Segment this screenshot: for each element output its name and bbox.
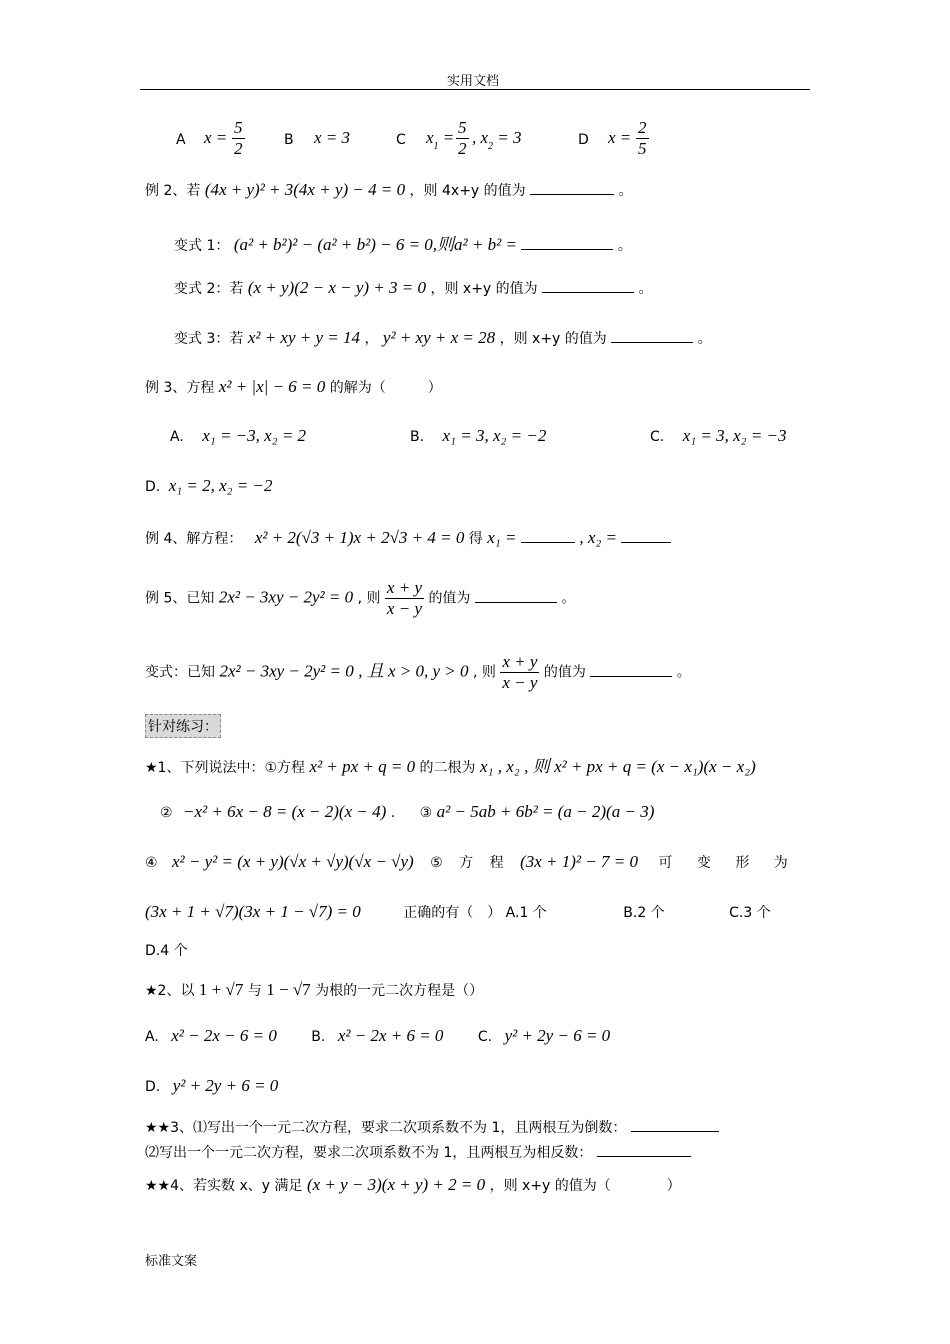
var1-expression: (a² + b²)² − (a² + b²) − 6 = 0,则a² + b² =	[233, 235, 517, 254]
ex3-option-b-expression: x₁ = 3, x₂ = −2	[442, 426, 547, 445]
ex5-prefix: 例 5、已知	[145, 590, 215, 607]
q2-line	[145, 980, 483, 1000]
q2-and: 与	[247, 983, 262, 999]
practice-section-title	[145, 714, 221, 738]
ex3-option-c	[650, 426, 787, 446]
q4-prefix: ★★4、若实数 x、y 满足	[145, 1178, 303, 1194]
var3-expression-2: y² + xy + x = 28	[382, 328, 496, 347]
ex4-x2-label: , x₂ =	[579, 528, 618, 547]
var3-separator: ，	[364, 331, 379, 347]
q2-root-1: 1 + √7	[198, 980, 244, 999]
q1-line-2	[160, 802, 654, 822]
var5-then: , 则	[472, 664, 496, 681]
q3-part-1-blank[interactable]	[631, 1131, 719, 1132]
ex3-option-d-label: D.	[145, 479, 161, 495]
ex3-prefix: 例 3、方程	[145, 380, 215, 396]
var2-suffix: ，则 x+y 的值为	[430, 281, 538, 297]
q3-line-2	[145, 1142, 691, 1162]
q1-statement-3-expression: a² − 5ab + 6b² = (a − 2)(a − 3)	[436, 802, 655, 821]
var5-suffix: 的值为	[543, 664, 586, 681]
var2-answer-blank[interactable]	[542, 292, 634, 293]
q1-roots: x₁ , x₂	[479, 757, 520, 776]
ex4-x2-blank[interactable]	[621, 542, 671, 543]
q1-statement-2-expression: −x² + 6x − 8 = (x − 2)(x − 4)	[183, 802, 387, 821]
ex4-x1-blank[interactable]	[521, 542, 575, 543]
q4-line	[145, 1175, 681, 1195]
ex1-option-b-label: B	[284, 132, 294, 148]
q3-part-2: ⑵写出一个一元二次方程，要求二次项系数不为 1，且两根互为相反数：	[145, 1145, 593, 1161]
q2-option-d	[145, 1076, 278, 1096]
q2-suffix: 为根的一元二次方程是（）	[315, 983, 484, 999]
q2-option-c-label: C.	[477, 1029, 493, 1045]
q2-option-a-label: A.	[145, 1029, 159, 1045]
ex3-option-b	[410, 426, 546, 446]
ex3-option-a	[170, 426, 306, 446]
ex5-suffix: 的值为	[428, 590, 471, 607]
q1-option-b: B.2 个	[623, 905, 665, 921]
q3-part-1: ★★3、⑴写出一个一元二次方程，要求二次项系数不为 1，且两根互为倒数：	[145, 1120, 627, 1136]
ex1-option-c-fraction: $\frac{5}{2}$	[458, 118, 467, 158]
q1-expression-2: x² + px + q = (x − x₁)(x − x₂)	[554, 757, 756, 776]
var5-fraction: $\frac{x + y}{x - y}$	[502, 652, 538, 692]
q2-prefix: ★2、以	[145, 983, 195, 999]
ex5-then: , 则	[357, 590, 381, 607]
ex2-expression: (4x + y)² + 3(4x + y) − 4 = 0	[204, 180, 406, 199]
var5-prefix: 变式：已知	[145, 664, 215, 681]
q1-statement-5-tail: 可 变 形 为	[658, 855, 798, 871]
q1-statement-4-expression: x² − y² = (x + y)(√x + √y)(√x − √y)	[172, 852, 414, 871]
ex5-end: 。	[561, 590, 576, 607]
q1-option-a: A.1 个	[505, 905, 547, 921]
example-4	[145, 528, 671, 548]
variant-1	[174, 230, 632, 255]
var5-expression: 2x² − 3xy − 2y² = 0	[219, 661, 354, 681]
ex5-expression: 2x² − 3xy − 2y² = 0	[218, 587, 354, 607]
header-rule	[140, 89, 810, 90]
ex1-option-c-label: C	[396, 132, 406, 148]
var5-answer-blank[interactable]	[590, 676, 672, 677]
q3-line-1	[145, 1117, 719, 1137]
page-header: 实用文档	[447, 74, 500, 89]
var2-end: 。	[638, 281, 653, 297]
ex1-option-a-fraction: $\frac{5}{2}$	[234, 118, 243, 158]
ex1-option-d-label: D	[578, 132, 589, 148]
q3-part-2-blank[interactable]	[597, 1156, 691, 1157]
q1-line-4	[145, 902, 771, 922]
q1-statement-5-marker: ⑤ 方 程	[430, 855, 510, 871]
q2-option-b-expression: x² − 2x + 6 = 0	[337, 1026, 444, 1045]
var5-end: 。	[676, 664, 691, 681]
ex5-answer-blank[interactable]	[475, 602, 557, 603]
ex3-suffix: 的解为（ ）	[329, 380, 442, 396]
variant-5	[145, 652, 691, 693]
q1-statement-2-marker: ②	[160, 805, 173, 821]
ex2-suffix: ，则 4x+y 的值为	[409, 183, 526, 199]
q1-expression-1: x² + px + q = 0	[309, 757, 416, 776]
q2-option-a-expression: x² − 2x − 6 = 0	[171, 1026, 277, 1045]
var1-answer-blank[interactable]	[521, 249, 613, 250]
ex3-option-c-label: C.	[650, 429, 665, 445]
ex1-option-d-eq: x =	[608, 128, 632, 147]
q1-statement-5-expression: (3x + 1)² − 7 = 0	[520, 852, 638, 871]
var5-condition: , 且 x > 0, y > 0	[358, 661, 469, 681]
q1-question: 正确的有（ ）	[403, 905, 502, 921]
q2-options-row	[145, 1026, 610, 1046]
ex3-option-b-label: B.	[410, 429, 425, 445]
ex4-prefix: 例 4、解方程：	[145, 531, 243, 547]
practice-title-text: 针对练习：	[145, 714, 221, 738]
ex1-option-b-eq: x = 3	[314, 128, 351, 147]
var2-expression: (x + y)(2 − x − y) + 3 = 0	[247, 278, 426, 297]
q2-option-b-label: B.	[311, 1029, 326, 1045]
q2-option-c-expression: y² + 2y − 6 = 0	[504, 1026, 611, 1045]
q1-statement-5-result: (3x + 1 + √7)(3x + 1 − √7) = 0	[145, 902, 361, 921]
q2-root-2: 1 − √7	[266, 980, 311, 999]
var1-prefix: 变式 1：	[174, 238, 230, 254]
example-3	[145, 377, 442, 397]
q1-then: , 则	[524, 757, 550, 776]
example-5	[145, 578, 575, 619]
q1-option-d: D.4 个	[145, 943, 188, 959]
ex3-option-a-label: A.	[170, 429, 184, 445]
ex4-mid: 得	[468, 531, 483, 547]
var2-prefix: 变式 2：若	[174, 281, 244, 297]
ex1-option-d-fraction: $\frac{2}{5}$	[638, 118, 647, 158]
q1-line-3	[145, 852, 810, 872]
var3-answer-blank[interactable]	[611, 342, 693, 343]
ex5-fraction: $\frac{x + y}{x - y}$	[386, 578, 422, 618]
ex3-option-a-expression: x₁ = −3, x₂ = 2	[202, 426, 307, 445]
q4-suffix: ，则 x+y 的值为（ ）	[489, 1178, 681, 1194]
q1-option-c: C.3 个	[729, 905, 771, 921]
var3-end: 。	[697, 331, 712, 347]
ex3-option-c-expression: x₁ = 3, x₂ = −3	[682, 426, 787, 445]
ex1-option-a-label: A	[176, 132, 186, 148]
ex1-option-c-eq: $x_1$ =	[426, 128, 455, 152]
q1-prefix: ★1、下列说法中：①方程	[145, 760, 306, 776]
ex2-answer-blank[interactable]	[530, 194, 614, 195]
var3-suffix: ，则 x+y 的值为	[499, 331, 607, 347]
ex3-option-d	[145, 476, 273, 496]
ex1-option-c-eq2: , $x_2 = 3$	[472, 128, 522, 152]
var1-end: 。	[617, 238, 632, 254]
var3-expression-1: x² + xy + y = 14	[247, 328, 361, 347]
q1-statement-2-dot: .	[390, 805, 396, 821]
var3-prefix: 变式 3：若	[174, 331, 244, 347]
page-footer: 标准文案	[145, 1254, 198, 1269]
ex4-x1-label: x₁ =	[487, 528, 517, 547]
ex1-option-a-eq: x =	[204, 128, 228, 147]
q1-statement-3-marker: ③	[419, 805, 433, 821]
q1-line-1	[145, 752, 756, 777]
example-2	[145, 180, 633, 200]
ex4-expression: x² + 2(√3 + 1)x + 2√3 + 4 = 0	[254, 528, 465, 547]
ex3-expression: x² + |x| − 6 = 0	[218, 377, 326, 396]
q2-option-d-label: D.	[145, 1079, 161, 1095]
variant-3	[174, 328, 712, 348]
ex2-prefix: 例 2、若	[145, 183, 201, 199]
q1-statement-4-marker: ④	[145, 855, 158, 871]
q4-expression: (x + y − 3)(x + y) + 2 = 0	[306, 1175, 486, 1194]
q2-option-d-expression: y² + 2y + 6 = 0	[172, 1076, 279, 1095]
ex3-option-d-expression: x₁ = 2, x₂ = −2	[168, 476, 273, 495]
q1-mid: 的二根为	[419, 760, 476, 776]
ex2-end: 。	[618, 183, 633, 199]
variant-2	[174, 278, 653, 298]
